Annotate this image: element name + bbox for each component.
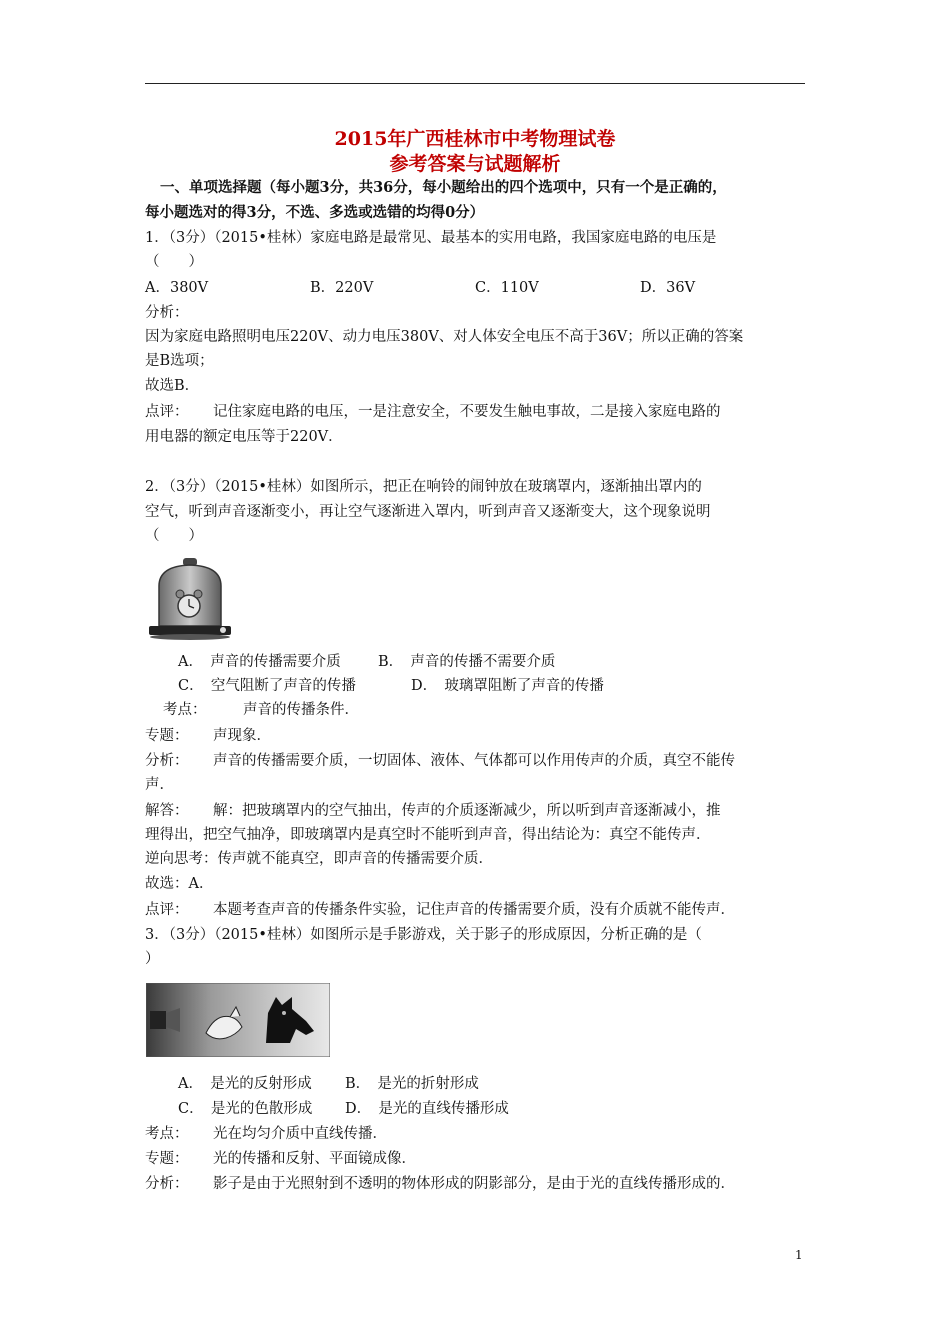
q3-stem-line1: 3．（3分）（2015•桂林）如图所示是手影游戏，关于影子的形成原因，分析正确的是（ (145, 927, 702, 943)
q3-option-b: B． 是光的折射形成 (345, 1076, 479, 1092)
q2-dianping-text: 本题考查声音的传播条件实验，记住声音的传播需要介质，没有介质就不能传声． (213, 902, 735, 918)
q3-kaodian-label: 考点： (145, 1126, 189, 1142)
q2-option-a: A． 声音的传播需要介质 (178, 654, 341, 670)
q3-fenxi-label: 分析： (145, 1176, 189, 1192)
q3-fenxi (145, 1174, 735, 1194)
q3-options-row1 (178, 1074, 479, 1094)
q2-zhuanti-text: 声现象． (213, 728, 271, 744)
q1-options (145, 278, 695, 298)
q2-fenxi-text: 声音的传播需要介质，一切固体、液体、气体都可以作用传声的介质，真空不能传 (213, 753, 735, 769)
q1-option-a: A．380V (145, 280, 209, 296)
q2-zhuanti (145, 726, 271, 746)
q2-fenxi-line1 (145, 751, 735, 771)
q2-fenxi-line2: 声． (145, 777, 174, 793)
page-number: 1 (795, 1248, 803, 1262)
q3-fenxi-text: 影子是由于光照射到不透明的物体形成的阴影部分，是由于光的直线传播形成的． (213, 1176, 735, 1192)
document-title: 2015年广西桂林市中考物理试卷 (334, 128, 616, 150)
q1-comment-line2: 用电器的额定电压等于220V． (145, 429, 343, 445)
header-rule (145, 83, 805, 84)
q3-kaodian (145, 1124, 387, 1144)
q1-option-b: B．220V (310, 280, 374, 296)
q1-analysis-line1: 因为家庭电路照明电压220V、动力电压380V、对人体安全电压不高于36V；所以正确的答案 (145, 329, 744, 345)
q1-stem-line1: 1．（3分）（2015•桂林）家庭电路是最常见、最基本的实用电路，我国家庭电路的电压是 (145, 230, 717, 246)
q2-jieda-line2: 理得出，把空气抽净，即玻璃罩内是真空时不能听到声音，得出结论为：真空不能传声． (145, 827, 711, 843)
q2-stem-line2: 空气，听到声音逐渐变小，再让空气逐渐进入罩内，听到声音又逐渐变大，这个现象说明 (145, 504, 711, 520)
hand-shadow-figure (146, 983, 330, 1057)
section-heading-line1: 一、单项选择题（每小题3分，共36分，每小题给出的四个选项中，只有一个是正确的， (160, 179, 727, 196)
q1-option-d: D．36V (640, 280, 696, 296)
bell-jar-figure (145, 556, 237, 642)
q1-analysis-line2: 是B选项； (145, 353, 214, 369)
q2-stem-line3: （ ） (145, 528, 203, 544)
q1-analysis-label: 分析： (145, 305, 189, 321)
q2-kaodian (163, 700, 359, 720)
q2-zhuanti-label: 专题： (145, 728, 189, 744)
q2-dianping (145, 900, 735, 920)
q3-stem-line2: ） (145, 951, 160, 967)
q1-stem-line2: （ ） (145, 254, 203, 270)
q1-comment-text: 记住家庭电路的电压，一是注意安全，不要发生触电事故，二是接入家庭电路的 (213, 404, 721, 420)
q1-option-c: C．110V (475, 280, 539, 296)
section-heading-line2: 每小题选对的得3分，不选、多选或选错的均得0分） (145, 204, 485, 221)
q2-stem-line1: 2．（3分）（2015•桂林）如图所示，把正在响铃的闹钟放在玻璃罩内，逐渐抽出罩内的 (145, 479, 702, 495)
document-subtitle: 参考答案与试题解析 (389, 153, 561, 175)
q1-answer: 故选B． (145, 378, 200, 394)
q1-comment-label: 点评： (145, 404, 189, 420)
q3-options-row2 (178, 1099, 509, 1119)
q2-options-row2 (178, 676, 604, 696)
q3-option-a: A． 是光的反射形成 (178, 1076, 312, 1092)
q2-option-c: C． 空气阻断了声音的传播 (178, 678, 356, 694)
q3-zhuanti (145, 1149, 416, 1169)
q3-zhuanti-text: 光的传播和反射、平面镜成像． (213, 1151, 416, 1167)
q2-kaodian-text: 声音的传播条件． (243, 702, 359, 718)
q2-option-b: B． 声音的传播不需要介质 (378, 654, 556, 670)
q3-zhuanti-label: 专题： (145, 1151, 189, 1167)
q2-options-row1 (178, 652, 555, 672)
q2-jieda-line3: 逆向思考：传声就不能真空，即声音的传播需要介质． (145, 851, 493, 867)
q2-jieda-label: 解答： (145, 803, 189, 819)
q2-option-d: D． 玻璃罩阻断了声音的传播 (411, 678, 604, 694)
q3-option-d: D． 是光的直线传播形成 (345, 1101, 509, 1117)
q3-option-c: C． 是光的色散形成 (178, 1101, 313, 1117)
q2-jieda-text: 解：把玻璃罩内的空气抽出，传声的介质逐渐减少，所以听到声音逐渐减小，推 (213, 803, 721, 819)
q1-comment-line1 (145, 402, 721, 422)
q3-kaodian-text: 光在均匀介质中直线传播． (213, 1126, 387, 1142)
q2-answer: 故选：A． (145, 876, 214, 892)
q2-fenxi-label: 分析： (145, 753, 189, 769)
q2-kaodian-label: 考点： (163, 702, 207, 718)
q2-dianping-label: 点评： (145, 902, 189, 918)
q2-jieda-line1 (145, 801, 721, 821)
